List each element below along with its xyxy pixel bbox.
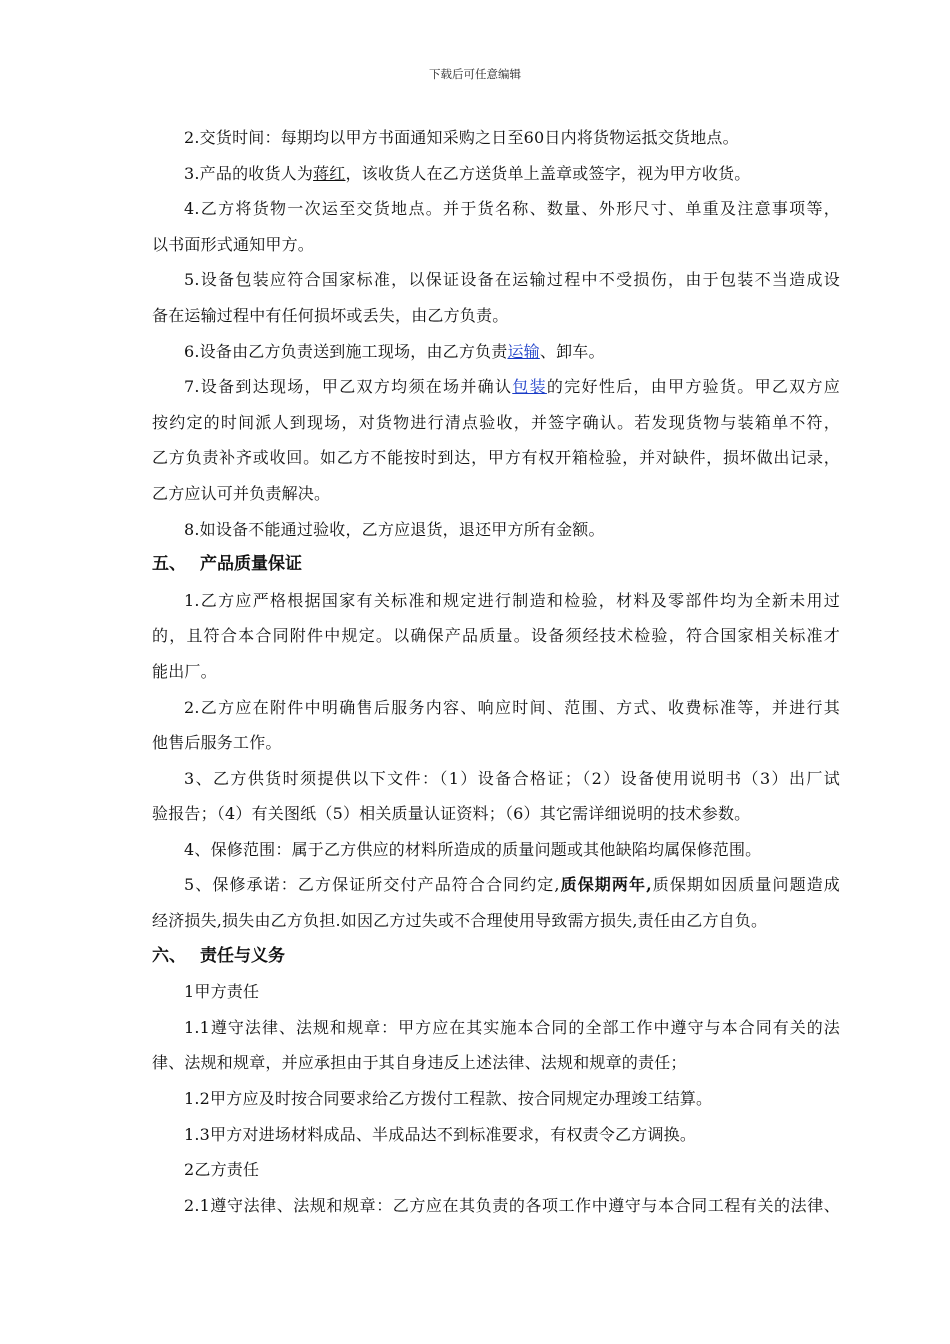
transport-link[interactable]: 运输	[507, 341, 540, 361]
text: 6.设备由乙方负责送到施工现场，由乙方负责	[184, 341, 508, 361]
paragraph-4-7-line4: 乙方应认可并负责解决。	[152, 483, 331, 503]
consignee-name: 蒋红	[313, 163, 346, 183]
paragraph-6-1-3: 1.3甲方对进场材料成品、半成品达不到标准要求，有权责令乙方调换。	[184, 1124, 697, 1144]
text: 3.产品的收货人为	[184, 163, 314, 183]
paragraph-4-6	[152, 334, 840, 370]
paragraph-5-4: 4、保修范围：属于乙方供应的材料所造成的质量问题或其他缺陷均属保修范围。	[184, 839, 762, 859]
warranty-period: 质保期两年,	[559, 875, 652, 895]
subheading-party-b: 2乙方责任	[184, 1160, 260, 1180]
paragraph-6-1-1-line1: 1.1遵守法律、法规和规章：甲方应在其实施本合同的全部工作中遵守与本合同有关的法	[184, 1017, 840, 1037]
section-number: 五、	[152, 554, 186, 575]
paragraph-4-7-line3: 乙方负责补齐或收回。如乙方不能按时到达，甲方有权开箱检验，并对缺件，损坏做出记录，	[152, 448, 840, 468]
paragraph-5-1-line1: 1.乙方应严格根据国家有关标准和规定进行制造和检验，材料及零部件均为全新未用过	[184, 590, 840, 610]
document-body	[152, 120, 840, 1223]
section-5-heading	[152, 547, 840, 583]
paragraph-6-1-2: 1.2甲方应及时按合同要求给乙方拨付工程款、按合同规定办理竣工结算。	[184, 1089, 713, 1109]
paragraph-4-2: 2.交货时间：每期均以甲方书面通知采购之日至60日内将货物运抵交货地点。	[184, 128, 739, 147]
text: 5、保修承诺：乙方保证所交付产品符合合同约定,	[184, 875, 560, 895]
paragraph-4-8: 8.如设备不能通过验收，乙方应退货，退还甲方所有金额。	[184, 519, 605, 539]
section-title: 责任与义务	[200, 945, 285, 966]
paragraph-4-7-line1	[152, 369, 840, 405]
page-header: 下载后可任意编辑	[429, 67, 521, 81]
paragraph-4-4-line2: 以书面形式通知甲方。	[152, 234, 315, 254]
section-6-heading	[152, 939, 840, 975]
text: 、卸车。	[539, 341, 605, 361]
section-title: 产品质量保证	[200, 554, 302, 575]
paragraph-6-2-1-line1: 2.1遵守法律、法规和规章：乙方应在其负责的各项工作中遵守与本合同工程有关的法律、	[184, 1195, 840, 1215]
section-number: 六、	[152, 945, 186, 966]
paragraph-6-1-1-line2: 律、法规和规章，并应承担由于其自身违反上述法律、法规和规章的责任；	[152, 1053, 687, 1073]
paragraph-5-5-line2: 经济损失,损失由乙方负担.如因乙方过失或不合理使用导致需方损失,责任由乙方自负。	[152, 911, 768, 931]
paragraph-5-2-line1: 2.乙方应在附件中明确售后服务内容、响应时间、范围、方式、收费标准等，并进行其	[184, 697, 840, 717]
paragraph-5-1-line3: 能出厂。	[152, 661, 217, 681]
paragraph-4-4-line1: 4.乙方将货物一次运至交货地点。并于货名称、数量、外形尺寸、单重及注意事项等，	[184, 199, 840, 219]
text: 质保期如因质量问题造成	[651, 875, 841, 895]
text: ，该收货人在乙方送货单上盖章或签字，视为甲方收货。	[345, 163, 751, 183]
paragraph-4-5-line1: 5.设备包装应符合国家标准，以保证设备在运输过程中不受损伤，由于包装不当造成设	[184, 270, 840, 290]
text: 7.设备到达现场，甲乙双方均须在场并确认	[184, 377, 513, 397]
packaging-link[interactable]: 包装	[512, 377, 547, 397]
subheading-party-a: 1甲方责任	[184, 982, 260, 1002]
paragraph-5-5-line1	[152, 867, 840, 903]
paragraph-4-5-line2: 备在运输过程中有任何损坏或丢失，由乙方负责。	[152, 305, 509, 325]
paragraph-5-1-line2: 的，且符合本合同附件中规定。以确保产品质量。设备须经技术检验，符合国家相关标准才	[152, 626, 840, 646]
text: 的完好性后，由甲方验货。甲乙双方应	[546, 377, 840, 397]
paragraph-4-7-line2: 按约定的时间派人到现场，对货物进行清点验收，并签字确认。若发现货物与装箱单不符，	[152, 412, 840, 432]
paragraph-5-2-line2: 他售后服务工作。	[152, 733, 282, 753]
paragraph-5-3-line1: 3、乙方供货时须提供以下文件：（1）设备合格证；（2）设备使用说明书（3）出厂试	[184, 768, 840, 788]
paragraph-4-3	[152, 156, 840, 192]
paragraph-5-3-line2: 验报告；（4）有关图纸（5）相关质量认证资料；（6）其它需详细说明的技术参数。	[152, 804, 751, 824]
